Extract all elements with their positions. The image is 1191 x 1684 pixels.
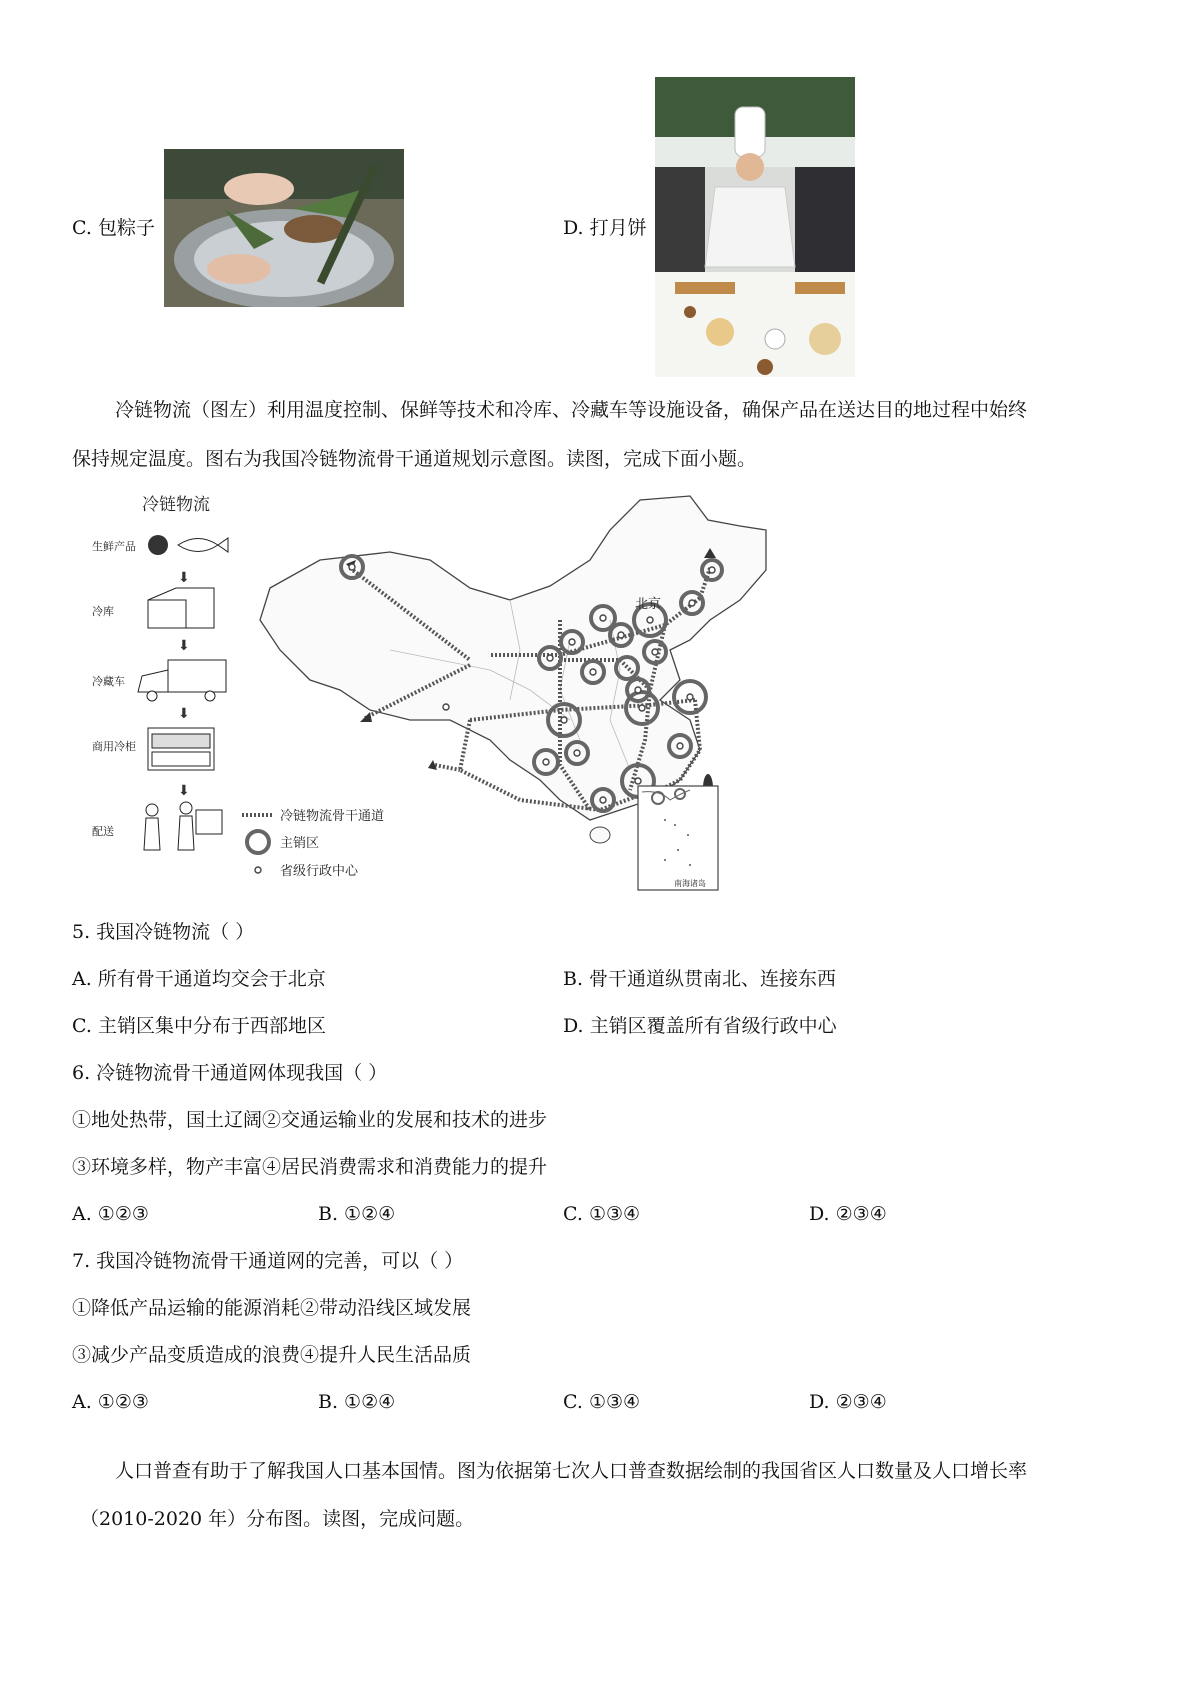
q7-option-c[interactable]: C. ①③④ (563, 1391, 641, 1413)
map-legend (242, 808, 384, 879)
option-d-label: D. 打月饼 (563, 217, 647, 239)
inset-label: 南海诸岛 (674, 879, 706, 888)
q6-statement-2: ③环境多样，物产丰富④居民消费需求和消费能力的提升 (72, 1156, 548, 1178)
q5-stem: 5. 我国冷链物流（ ） (72, 921, 255, 943)
flow-step-fridge (92, 728, 214, 770)
cold-chain-figure (90, 490, 780, 910)
q6-stem: 6. 冷链物流骨干通道网体现我国（ ） (72, 1062, 388, 1084)
flow-step-fresh (92, 535, 228, 555)
q7-statement-1: ①降低产品运输的能源消耗②带动沿线区域发展 (72, 1297, 472, 1319)
q5-option-b[interactable]: B. 骨干通道纵贯南北、连接东西 (563, 968, 837, 990)
flow-step-label: 冷库 (92, 605, 114, 618)
legend-capital: 省级行政中心 (280, 864, 359, 879)
flow-step-label: 商用冷柜 (92, 740, 136, 753)
legend-sales-area: 主销区 (280, 836, 320, 851)
svg-text:⬇: ⬇ (178, 570, 190, 586)
flow-step-label: 冷藏车 (92, 675, 125, 688)
q7-option-b[interactable]: B. ①②④ (318, 1391, 396, 1413)
intro-line-2: 保持规定温度。图右为我国冷链物流骨干通道规划示意图。读图，完成下面小题。 (72, 448, 757, 470)
q6-statement-1: ①地处热带，国土辽阔②交通运输业的发展和技术的进步 (72, 1109, 548, 1131)
flow-step-label: 配送 (92, 825, 114, 838)
south-china-sea-inset (638, 786, 718, 890)
zongzi-photo (164, 149, 404, 307)
q6-option-b[interactable]: B. ①②④ (318, 1203, 396, 1225)
legend-corridor: 冷链物流骨干通道 (280, 809, 385, 824)
q7-option-a[interactable]: A. ①②③ (72, 1391, 149, 1413)
option-c-label: C. 包粽子 (72, 217, 155, 239)
beijing-label: 北京 (635, 597, 662, 612)
mooncake-chef-photo (655, 77, 855, 377)
flow-step-delivery (92, 802, 222, 850)
q7-option-d[interactable]: D. ②③④ (809, 1391, 887, 1413)
svg-text:⬇: ⬇ (178, 783, 190, 799)
outro-line-1: 人口普查有助于了解我国人口基本国情。图为依据第七次人口普查数据绘制的我国省区人口数量及人口增长率 (115, 1460, 1028, 1482)
q5-option-a[interactable]: A. 所有骨干通道均交会于北京 (72, 968, 326, 990)
q6-option-a[interactable]: A. ①②③ (72, 1203, 149, 1225)
flow-step-storage (92, 588, 214, 628)
svg-text:⬇: ⬇ (178, 638, 190, 654)
flow-step-label: 生鲜产品 (92, 540, 136, 553)
q5-option-c[interactable]: C. 主销区集中分布于西部地区 (72, 1015, 326, 1037)
flow-step-truck (92, 660, 226, 701)
flow-title: 冷链物流 (142, 495, 210, 515)
q5-option-d[interactable]: D. 主销区覆盖所有省级行政中心 (563, 1015, 837, 1037)
svg-text:⬇: ⬇ (178, 706, 190, 722)
intro-line-1: 冷链物流（图左）利用温度控制、保鲜等技术和冷库、冷藏车等设施设备，确保产品在送达目的地过程中始终 (115, 399, 1028, 421)
q7-stem: 7. 我国冷链物流骨干通道网的完善，可以（ ） (72, 1250, 464, 1272)
outro-line-2: （2010-2020 年）分布图。读图，完成问题。 (80, 1508, 475, 1530)
q7-statement-2: ③减少产品变质造成的浪费④提升人民生活品质 (72, 1344, 472, 1366)
q6-option-d[interactable]: D. ②③④ (809, 1203, 887, 1225)
q6-option-c[interactable]: C. ①③④ (563, 1203, 641, 1225)
